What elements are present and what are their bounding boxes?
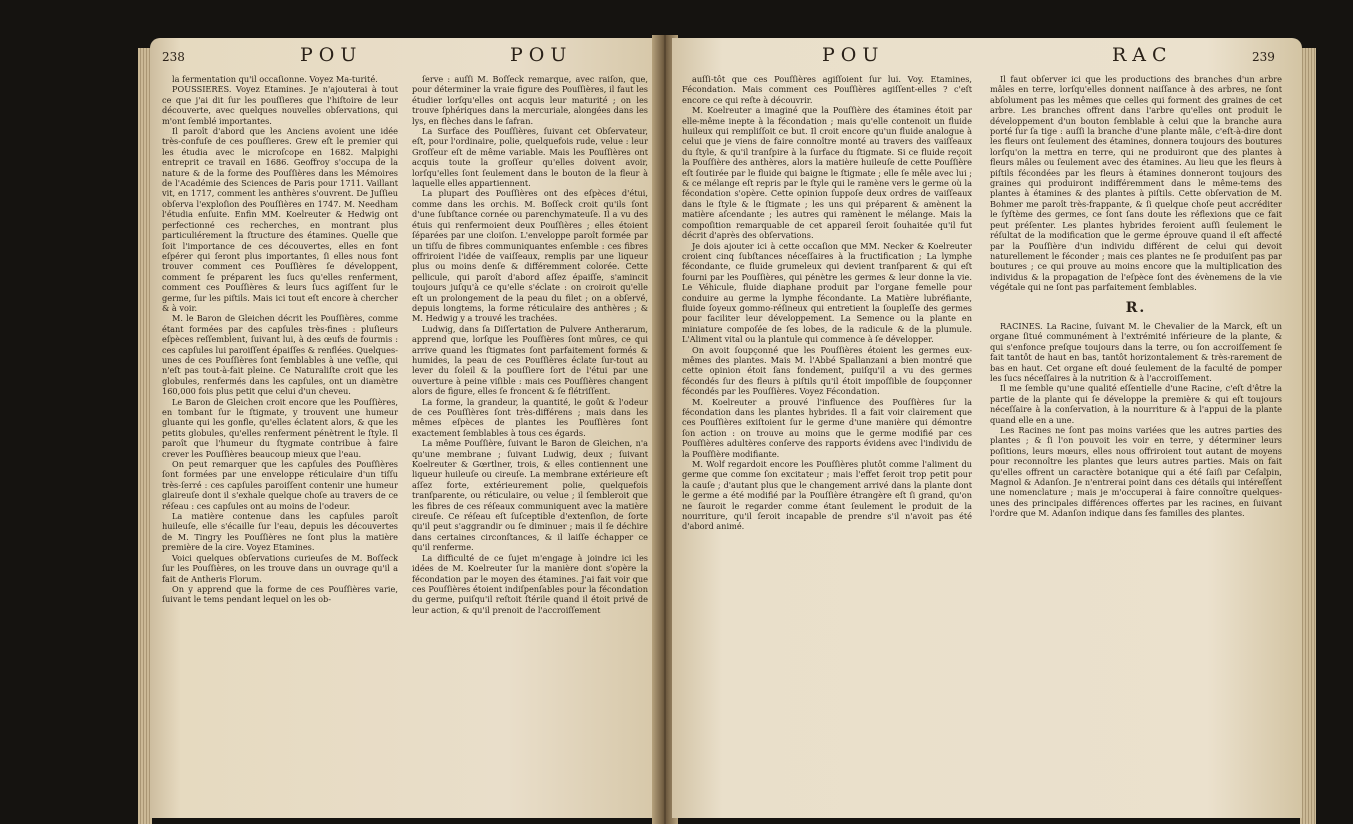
paragraph: On avoit ſoupçonné que les Pouſſières étoient les germes eux-mêmes des plantes. Mais M. l'Abbé Spallanzani a bien montré que cette opinion étoit ſans fondement, puiſqu'il a vu des germes fécondés ſur des fleurs à piſtils qu'il étoit impoſſible de ſoupçonner fécondés par les Pouſſières. Voyez Fécondation. xyxy=(682,344,972,397)
section-heading: R. xyxy=(1125,299,1147,316)
paragraph: POUSSIERES. Voyez Etamines. Je n'ajouterai à tout ce que j'ai dit ſur les pouſſieres que l'hiſtoire de leur découverte, avec quelques nouvelles obſervations, qui m'ont ſemblé importantes. xyxy=(162,84,398,126)
page-number-left: 238 xyxy=(162,50,185,64)
left-column-1 xyxy=(162,74,398,814)
paragraph: la fermentation qu'il occaſionne. Voyez Ma-turité. xyxy=(172,74,378,84)
right-column-1 xyxy=(682,74,972,814)
paragraph: M. Koelreuter a imaginé que la Pouſſière des étamines étoit par elle-même inepte à la fécondation ; mais qu'elle contenoit un fluide huileux qui rempliſſoit ce but. Il croit encore qu'un fluide analogue à celui que je viens de faire connoître monté au travers des vaiſſeaux du ſtyle, & qu'il tranſpire à la ſurface du ſtigmate. Si ce fluide reçoit la Pouſſière des anthères, alors la matière huileuſe de cette Pouſſière eſt ſoutirée par le fluide qui baigne le ſtigmate ; elle ſe mêle avec lui ; & ce mélange eſt repris par le ſtyle qui le ramène vers le germe où la fécondation s'opère. Cette opinion ſuppoſe deux ordres de vaiſſeaux dans le ſtyle & le ſtigmate ; les uns qui préparent & amènent la matière aſcendante ; les autres qui ramènent le mélange. Mais la compoſition remarquable de cet appareil ſeroit ſouhaitée qu'il fut décrit d'après des obſervations. xyxy=(682,105,972,241)
right-column-2 xyxy=(990,74,1282,814)
right-page-header xyxy=(672,44,1302,66)
paragraph: RACINES. La Racine, ſuivant M. le Chevalier de la Marck, eſt un organe ſitué communément à l'extrémité inférieure de la plante, & qui s'enfonce preſque toujours dans la terre, ou ſon accroiſſement ſe fait tantôt de haut en bas, tantôt horizontalement & très-rarement de bas en haut. Cet organe eſt doué ſeulement de la faculté de pomper les ſucs néceſſaires à la nutrition & à l'accroiſſement. xyxy=(990,320,1282,383)
paragraph: Le Baron de Gleichen croit encore que les Pouſſières, en tombant ſur le ſtigmate, y trouvent une humeur gluante qui les gonfle, qu'elles éclatent alors, & que les petits globules, qu'elles renferment pénètrent le ſtyle. Il paroît que l'humeur du ſtygmate contribue à faire crever les Pouſſières beaucoup mieux que l'eau. xyxy=(162,396,398,459)
paragraph: Il faut obſerver ici que les productions des branches d'un arbre mâles en terre, lorſqu'elles donnent naiſſance à des arbres, ne ſont abſolument pas les mêmes que celles qui forment des graines de cet arbre. Les branches offrent dans l'arbre qu'elles ont produit le développement d'un bouton ſemblable à celui que la branche aura porté ſur ſa tige : auſſi la branche d'une plante mâle, c'eſt-à-dire dont les fleurs ont ſeulement des étamines, donnera toujours des boutures lorſqu'on la mettra en terre, qui ne produiront que des plantes à fleurs mâles ou ſeulement avec des étamines. Au lieu que les fleurs à piſtils fécondées par les fleurs à étamines donneront toujours des graines qui produiront indifféremment dans le même-tems des plantes à étamines & des plantes à piſtils. Cette obſervation de M. Bohmer me paroît très-frappante, & ſi quelque choſe peut accréditer le ſyſtème des germes, ce ſont ſans doute les réflexions que ce fait peut préſenter. Les plantes hybrides feroient auſſi ſeulement le réſultat de la modification que le germe éprouve quand il eſt affecté par la Pouſſière d'un individu différent de celui qui devoit naturellement le féconder ; mais ces plantes ne ſe produiſent pas par boutures ; ce qui prouve au moins encore que la multiplication des individus & la propagation de l'eſpèce ſont des évènemens de la vie végétale qui ne ſont pas parfaitement ſemblables. xyxy=(990,74,1282,293)
paragraph: Les Racines ne ſont pas moins variées que les autres parties des plantes ; & ſi l'on pouvoit les voir en terre, y déterminer leurs poſitions, leurs mœurs, elles nous offriroient tout autant de moyens pour reconnoître les plantes que leurs autres parties. Mais on fait qu'elles offrent un caractère botanique qui a été ſaiſi par Ceſalpin, Magnol & Adanſon. Je n'entrerai point dans ces détails qui intéreſſent une nomenclature ; mais je m'occuperai à faire connoître quelques-unes des principales différences offertes par les racines, en ſuivant l'ordre que M. Adanſon indique dans ſes familles des plantes. xyxy=(990,425,1282,519)
page-edges-right xyxy=(1300,48,1316,824)
paragraph: Il paroît d'abord que les Anciens avoient une idée très-confuſe de ces pouſſieres. Grew eſt le premier qui les étudia avec le microſcope en 1682. Malpighi entreprit ce travail en 1686. Geoffroy s'occupa de la nature & de la forme des Pouſſières dans les Mémoires de l'Académie des Sciences de Paris pour 1711. Vaillant vit, en 1717, comment les anthères s'ouvrent. De Juſſieu obſerva l'exploſion des Pouſſières en 1747. M. Needham l'étudia enſuite. Enfin MM. Koelreuter & Hedwig ont perfectionné ces recherches, en montrant plus particuliérement la ſtructure des étamines. Quelle que ſoit l'importance de ces découvertes, elles en font eſpérer qui ſeront plus importantes, ſi elles nous font trouver comment ces Pouſſières ſe développent, comment ſe préparent les ſucs qu'elles renferment, comment ces Pouſſières & leurs ſucs agiſſent ſur le germe, ſur les piſtils. Mais ici tout eſt encore à chercher & à voir. xyxy=(162,126,398,313)
paragraph: Voici quelques obſervations curieuſes de M. Boſſeck ſur les Pouſſières, on les trouve dans un ouvrage qu'il a fait de Antheris Florum. xyxy=(162,552,398,584)
paragraph: Je dois ajouter ici à cette occaſion que MM. Necker & Koelreuter croient cinq ſubſtances néceſſaires à la fructification ; La lymphe fécondante, ce fluide grumeleux qui devient tranſparent & qui eſt fourni par les Pouſſières, qui pénètre les germes & leur donne la vie. Le Véhicule, fluide diaphane produit par l'organe femelle pour conduire au germe la lymphe fécondante. La Matière lubréfiante, fluide ſoyeux gommo-réſineux qui entretient la ſoupleſſe des germes pour faciliter leur développement. La Semence ou la plante en miniature compoſée de ſes lobes, de la radicule & de la plumule. L'Aliment vital ou la plantule qui commence à ſe développer. xyxy=(682,240,972,345)
left-page-body xyxy=(150,74,660,814)
running-head-left: POU xyxy=(300,44,363,66)
running-head-left-2: POU xyxy=(510,44,573,66)
paragraph: M. le Baron de Gleichen décrit les Pouſſières, comme étant formées par des capſules très-fines : pluſieurs eſpèces reſſemblent, ſuivant lui, à des œufs de fourmis : ces capſules lui paroiſſent épaiſſes & renflées. Quelques-unes de ces Pouſſières ſont ſemblables à une veſſie, qui n'eſt pas tout-à-fait pleine. Ce Naturaliſte croit que les globules, renfermés dans les capſules, ont un diamètre 160,000 fois plus petit que celui d'un cheveu. xyxy=(162,313,398,397)
paragraph: La forme, la grandeur, la quantité, le goût & l'odeur de ces Pouſſières ſont très-différens ; mais dans les mêmes eſpèces de plantes les Pouſſières ſont exactement ſemblables à tous ces égards. xyxy=(412,396,648,438)
page-number-right: 239 xyxy=(1252,50,1275,64)
left-page xyxy=(150,38,660,818)
paragraph: La plupart des Pouſſières ont des eſpèces d'étui, comme dans les orchis. M. Boſſeck croit qu'ils ſont d'une ſubſtance cornée ou parenchymateuſe. Il a vu des étuis qui renfermoient deux Pouſſières ; elles étoient ſéparées par une cloiſon. L'enveloppe paroît formée par un tiſſu de fibres communiquantes enſemble : ces fibres offriroient l'idée de vaiſſeaux, remplis par une liqueur plus ou moins denſe & différemment colorée. Cette pellicule, qui paroît d'abord aſſez épaiſſe, s'amincit toujours juſqu'à ce qu'elle s'éclate : on croiroit qu'elle eſt un prolongement de la peau du filet ; on a obſervé, depuis longtems, la forme réticulaire des anthères ; & M. Hedwig y a trouvé les trachées. xyxy=(412,188,648,324)
right-page-body xyxy=(672,74,1302,814)
paragraph: La Surface des Pouſſières, ſuivant cet Obſervateur, eſt, pour l'ordinaire, polie, quelquefois rude, velue : leur Groſſeur eſt de même variable. Mais les Pouſſières ont acquis toute la groſſeur qu'elles doivent avoir, lorſqu'elles ſont ſeulement dans le bouton de la fleur à laquelle elles appartiennent. xyxy=(412,126,648,189)
right-page xyxy=(672,38,1302,818)
paragraph: On y apprend que la forme de ces Pouſſières varie, ſuivant le tems pendant lequel on les ob- xyxy=(162,583,398,605)
paragraph: M. Koelreuter a prouvé l'influence des Pouſſières ſur la fécondation dans les plantes hybrides. Il a fait voir clairement que ces Pouſſières exiſtoient ſur le germe d'une manière qui démontre ſon action : on trouve au moins que le germe modifié par ces Pouſſières adultères conſerve des rapports évidens avec l'individu de la Pouſſière modifiante. xyxy=(682,396,972,459)
paragraph: La difficulté de ce ſujet m'engage à joindre ici les idées de M. Koelreuter ſur la manière dont s'opère la fécondation par le moyen des étamines. J'ai fait voir que ces Pouſſières étoient indiſpenſables pour la fécondation du germe, puiſqu'il reſtoit ſtérile quand il étoit privé de leur action, & qu'il prenoit de l'accroiſſement xyxy=(412,552,648,615)
paragraph: On peut remarquer que les capſules des Pouſſières ſont formées par une enveloppe réticulaire d'un tiſſu très-ſerré : ces capſules paroiſſent contenir une humeur glaireuſe dont il s'exhale quelque choſe au travers de ce réſeau : ces capſules ont au moins de l'odeur. xyxy=(162,459,398,511)
paragraph: M. Wolf regardoit encore les Pouſſières plutôt comme l'aliment du germe que comme ſon excitateur ; mais l'effet ſeroit trop petit pour la cauſe ; d'autant plus que le changement arrivé dans la plante dont le germe a été modifié par la Pouſſière étrangère eſt ſi grand, qu'on ne ſauroit le regarder comme étant ſeulement le produit de la nourriture, qu'il ſeroit incapable de prendre s'il n'avoit pas été d'abord animé. xyxy=(682,459,972,532)
running-head-right-1: POU xyxy=(822,44,885,66)
paragraph: auſſi-tôt que ces Pouſſières agiſſoient ſur lui. Voy. Etamines, Fécondation. Mais comment ces Pouſſières agiſſent-elles ? c'eſt encore ce qui reſte à découvrir. xyxy=(682,74,972,105)
paragraph: La même Pouſſière, ſuivant le Baron de Gleichen, n'a qu'une membrane ; ſuivant Ludwig, deux ; ſuivant Koelreuter & Gœrtlner, trois, & elles contiennent une liqueur huileuſe ou cireuſe. La membrane extérieure eſt aſſez forte, extérieurement polie, quelquefois tranſparente, ou réticulaire, ou velue ; il ſembleroit que les fibres de ces réſeaux communiquent avec la matière cireuſe. Ce réſeau eſt ſuſceptible d'extenſion, de ſorte qu'il peut s'aggrandir ou ſe diminuer ; mais il ſe déchire dans certaines circonſtances, & il laiſſe échapper ce qu'il renferme. xyxy=(412,438,648,553)
paragraph: ſerve : auſſi M. Boſſeck remarque, avec raiſon, que, pour déterminer la vraie figure des Pouſſières, il faut les étudier lorſqu'elles ont acquis leur maturité ; on les trouve ſphériques dans la mercuriale, alongées dans les lys, en flèches dans le ſafran. xyxy=(412,74,648,126)
paragraph: Ludwig, dans ſa Diſſertation de Pulvere Antherarum, apprend que, lorſque les Pouſſières ſont mûres, ce qui arrive quand les ſtigmates ſont parfaitement formés & humides, la peau de ces Pouſſières éclate ſur-tout au lever du ſoleil & la pouſſiere ſort de l'étui par une ouverture à peine viſible : mais ces Pouſſières changent alors de figure, elles ſe froncent & ſe flétriſſent. xyxy=(412,323,648,397)
left-column-2 xyxy=(412,74,648,814)
running-head-right-2: RAC xyxy=(1112,44,1173,66)
paragraph: La matière contenue dans les capſules paroît huileuſe, elle s'écaille ſur l'eau, depuis les découvertes de M. Tingry les Pouſſières ne ſont plus la matière première de la cire. Voyez Etamines. xyxy=(162,511,398,553)
left-page-header xyxy=(150,44,660,66)
paragraph: Il me ſemble qu'une qualité eſſentielle d'une Racine, c'eſt d'être la partie de la plante qui ſe développe la première & qui eſt toujours néceſſaire à la conſervation, à la nourriture & à l'appui de la plante quand elle en a une. xyxy=(990,383,1282,425)
